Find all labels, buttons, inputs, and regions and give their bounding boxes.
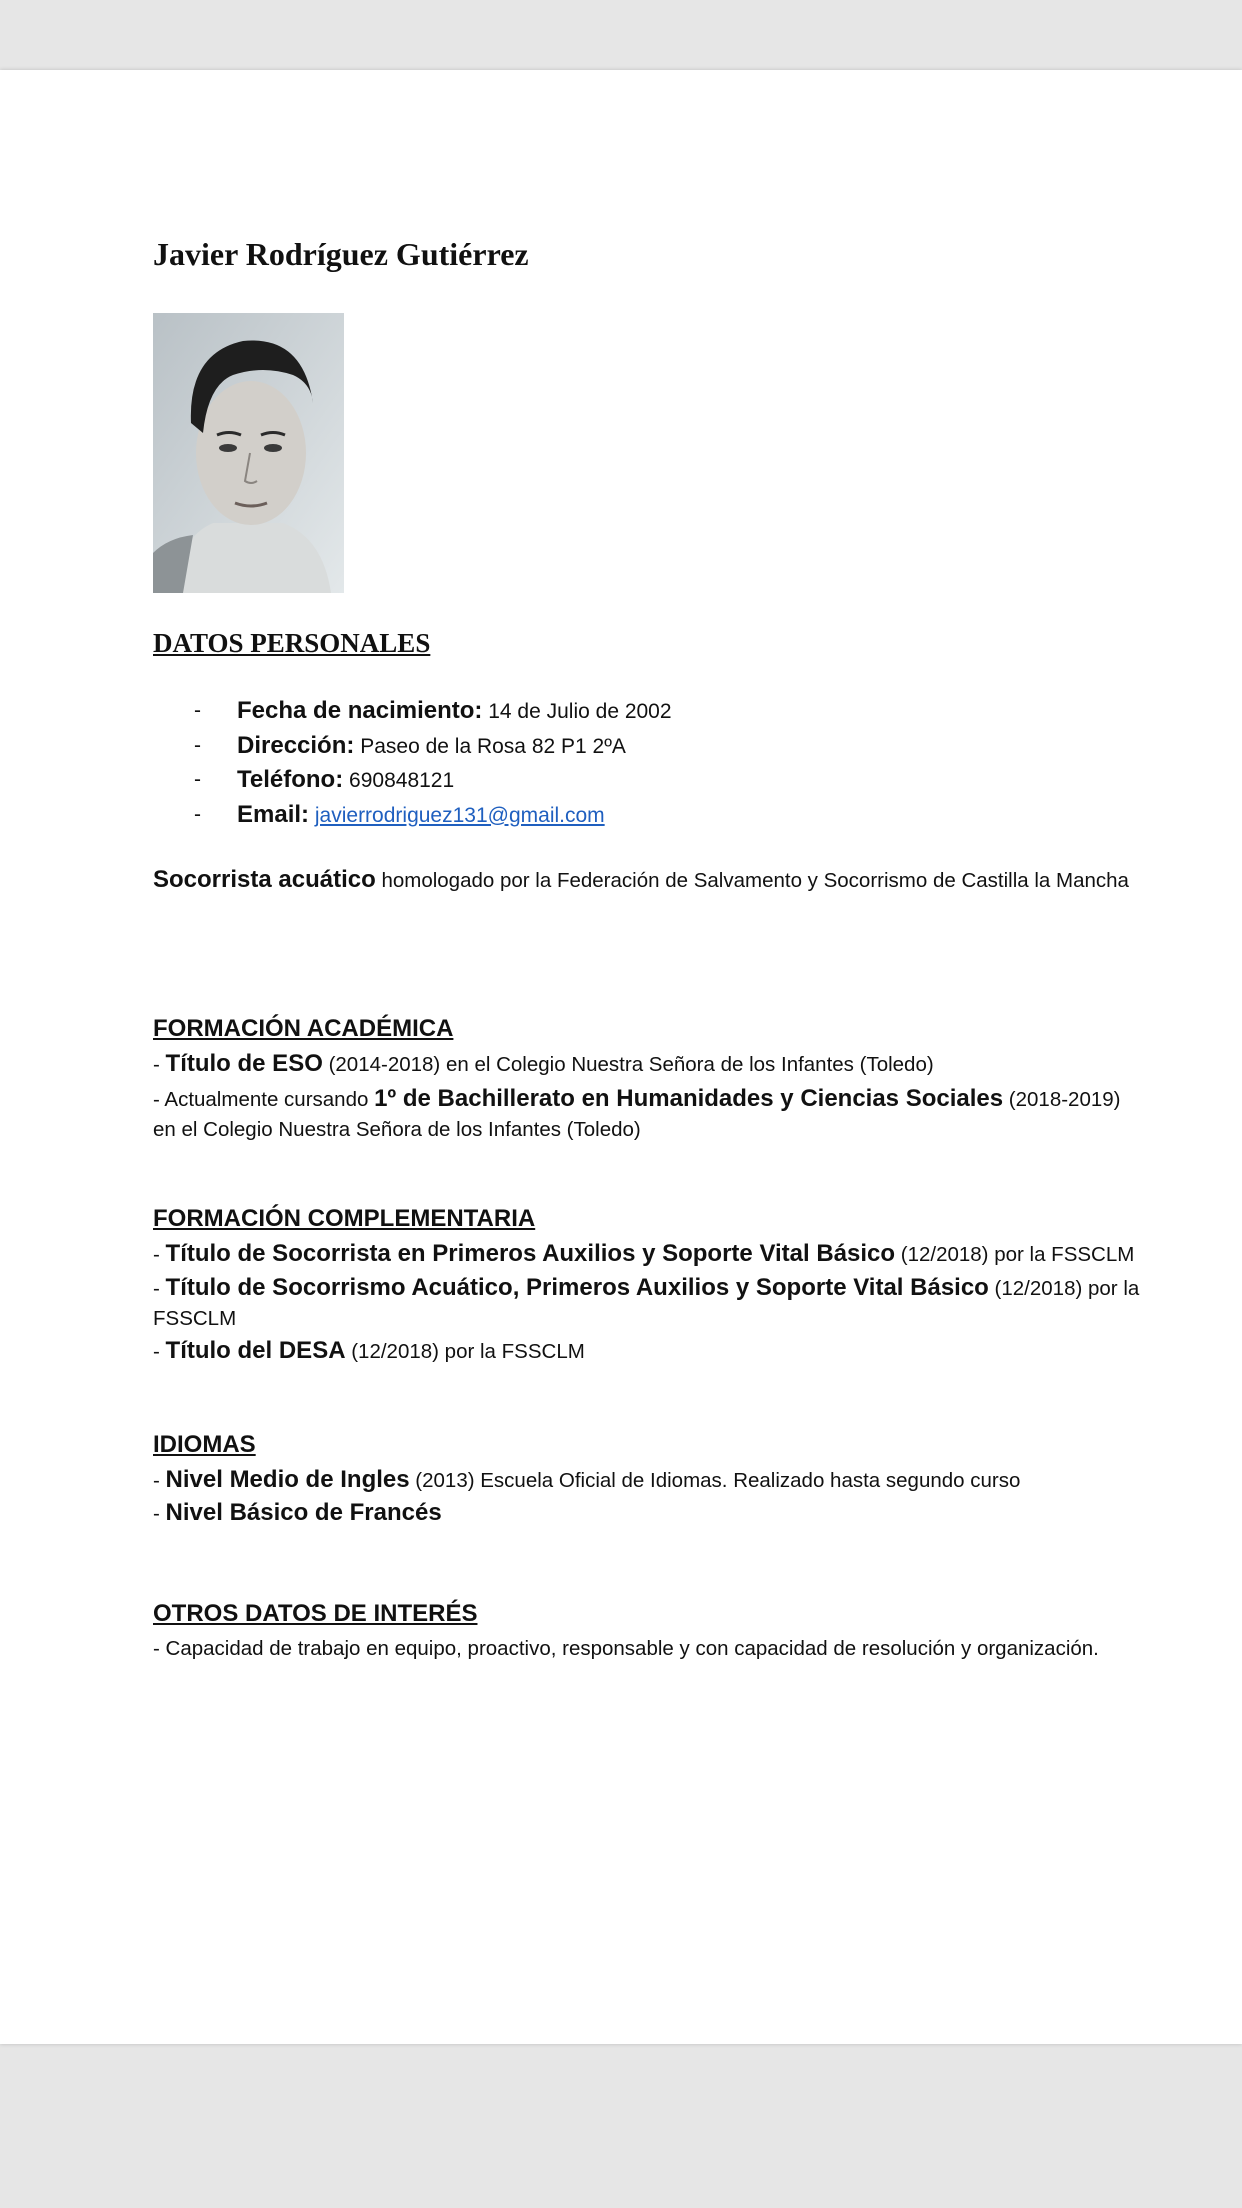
bullet-dash: - (194, 802, 201, 826)
section-otros-datos: OTROS DATOS DE INTERÉS (153, 1600, 478, 1627)
complementary-item: - Título de Socorrista en Primeros Auxilios y Soporte Vital Básico (12/2018) por la FSSCLM (153, 1240, 1135, 1267)
field-label: Dirección: (237, 731, 355, 759)
complementary-title: Título de Socorrismo Acuático, Primeros Auxilios y Soporte Vital Básico (165, 1274, 989, 1301)
language-level: Nivel Básico de Francés (165, 1499, 442, 1526)
academic-line-2: - Actualmente cursando 1º de Bachillerato en Humanidades y Ciencias Sociales (2018-2019) en el Colegio Nuestra Señora de los Infantes (Toledo) (153, 1085, 1121, 1141)
academic-title-eso: Título de ESO (165, 1050, 323, 1077)
bullet-dash: - (194, 699, 201, 722)
address-value: Paseo de la Rosa 82 P1 2ºA (354, 734, 626, 758)
socorrista-title: Socorrista acuático (153, 866, 376, 893)
socorrista-paragraph (153, 865, 1143, 896)
section-idiomas: IDIOMAS (153, 1431, 256, 1458)
academic-line-1: - Título de ESO (2014-2018) en el Colegio Nuestra Señora de los Infantes (Toledo) (153, 1050, 934, 1077)
complementary-title: Título del DESA (165, 1337, 346, 1364)
language-item: - Nivel Medio de Ingles (2013) Escuela Oficial de Idiomas. Realizado hasta segundo curso (153, 1466, 1021, 1493)
birthdate-value: 14 de Julio de 2002 (482, 700, 672, 723)
section-formacion-complementaria: FORMACIÓN COMPLEMENTARIA (153, 1205, 536, 1232)
candidate-photo (153, 313, 344, 593)
language-item: - Nivel Básico de Francés (153, 1499, 442, 1526)
portrait-image (153, 313, 344, 593)
complementary-item: - Título de Socorrismo Acuático, Primeros Auxilios y Soporte Vital Básico (12/2018) por la FSSCLM (153, 1274, 1140, 1330)
language-level: Nivel Medio de Ingles (165, 1466, 410, 1493)
field-label: Teléfono: (237, 766, 344, 793)
section-datos-personales: DATOS PERSONALES (153, 628, 431, 658)
phone-value: 690848121 (343, 769, 455, 792)
complementary-item: - Título del DESA (12/2018) por la FSSCLM (153, 1337, 585, 1364)
academic-title-bachillerato: 1º de Bachillerato en Humanidades y Ciencias Sociales (374, 1085, 1004, 1112)
socorrista-text: homologado por la Federación de Salvamento y Socorrismo de Castilla la Mancha (375, 869, 1129, 892)
otros-text: - Capacidad de trabajo en equipo, proactivo, responsable y con capacidad de resolución y organización. (153, 1637, 1099, 1660)
complementary-title: Título de Socorrista en Primeros Auxilios y Soporte Vital Básico (165, 1240, 896, 1267)
email-link[interactable]: javierrodriguez131@gmail.com (314, 803, 605, 827)
field-label: Email: (237, 800, 310, 828)
field-label: Fecha de nacimiento: (237, 697, 483, 724)
bullet-dash: - (194, 768, 201, 791)
candidate-name: Javier Rodríguez Gutiérrez (153, 236, 529, 272)
section-formacion-academica: FORMACIÓN ACADÉMICA (153, 1015, 454, 1042)
bullet-dash: - (194, 733, 201, 757)
